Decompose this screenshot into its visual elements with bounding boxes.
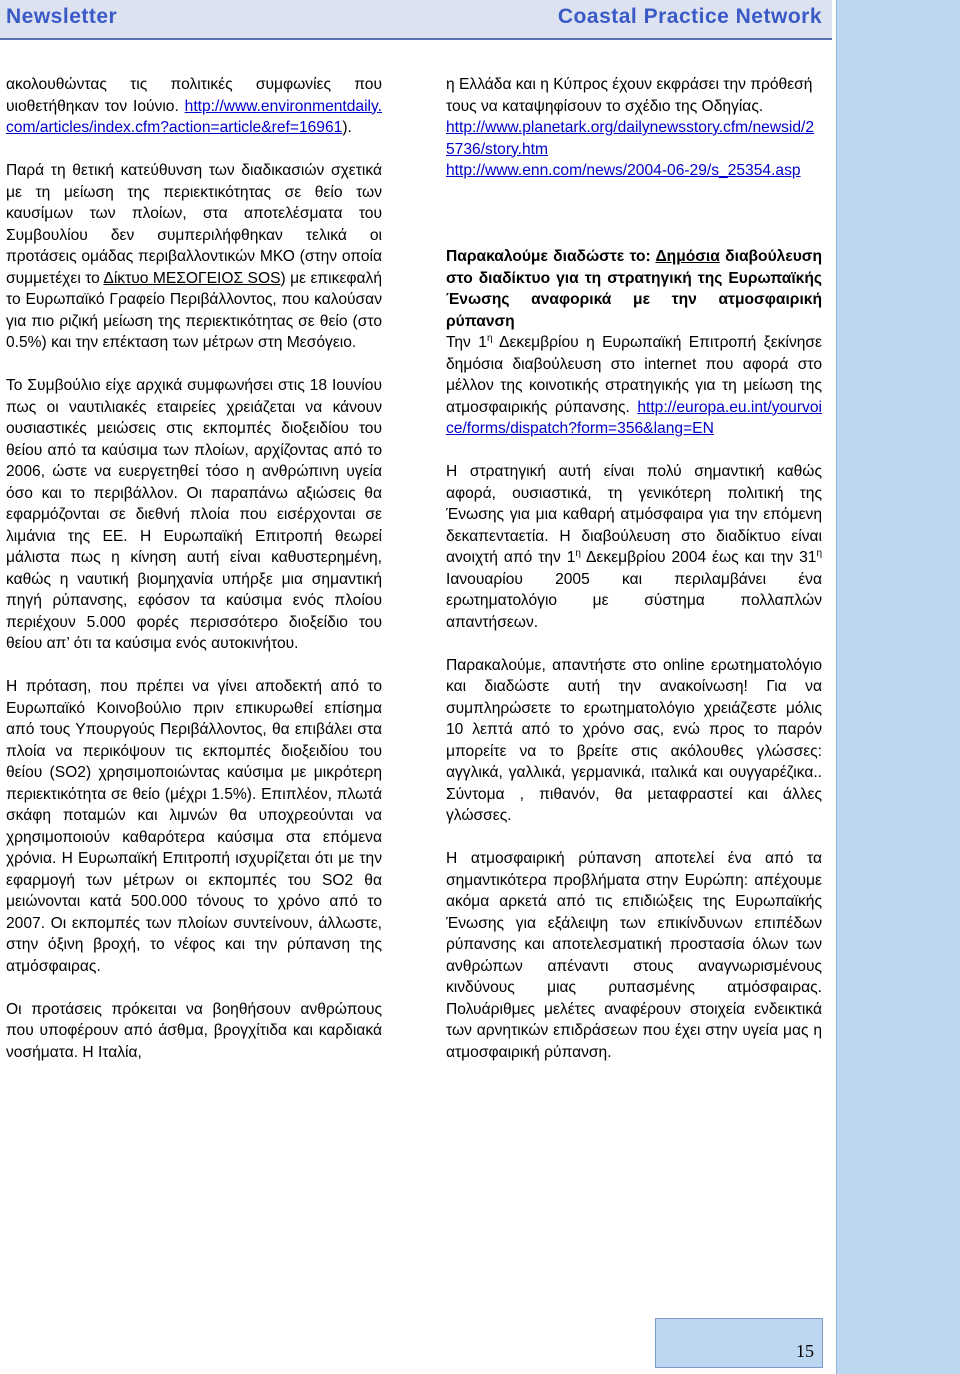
right-paragraph-1: η Ελλάδα και η Κύπρος έχουν εκφράσει την πρόθεσή τους να καταψηφίσουν το σχέδιο της Οδηγίας. http://www.planetark.org/dailynewsstory.cfm/newsid/25736/story.htm http://www.enn.com/news/2004-06-29/s_25354.asp — [446, 76, 815, 179]
consultation-section: Παρακαλούμε διαδώστε το: Δημόσια διαβούλευση στο διαδίκτυο για τη στρατηγική της Ευρωπαϊκής Ένωσης αναφορικά με την ατμοσφαιρική ρύπανση Την $1^\eta$ Δεκεμβρίου η Ευρωπαϊκή Επιτροπή ξεκίνησε δημόσια διαβούλευση στο internet που αφορά στο μέλλον της κοινοτικής στρατηγικής για τη μείωση της ατμοσφαιρικής ρύπανσης. http://europa.eu.int/yourvoice/forms/dispatch?form=356&lang=EN — [446, 248, 822, 437]
left-paragraph-4: Η πρόταση, που πρέπει να γίνει αποδεκτή από το Ευρωπαϊκό Κοινοβούλιο πριν επικυρωθεί επίσημα από τους Υπουργούς Περιβάλλοντος, θα επιβάλει στα πλοία να περικόψουν τις εκπομπές διοξειδίου του θείου (SO2) χρησιμοποιώντας καύσιμα με μικρότερη περιεκτικότητα σε θείο (μέχρι 1.5%). Επιπλέον, πλωτά σκάφη ποταμών και λιμνών θα υποχρεούνται να χρησιμοποιούν καθαρότερα καύσιμα στα επόμενα χρόνια. Η Ευρωπαϊκή Επιτροπή ισχυρίζεται ότι με την εφαρμογή των μέτρων οι εκπομπές του SO2 θα μειώνονται κατά 500.000 τόνους το χρόνο από το 2007. Οι εκπομπές των πλοίων συντείνουν, άλλωστε, στην όξινη βροχή, το νέφος και την ρύπανση της ατμόσφαιρας. — [6, 678, 382, 975]
left-paragraph-3: Το Συμβούλιο είχε αρχικά συμφωνήσει στις 18 Ιουνίου πως οι ναυτιλιακές εταιρείες χρειάζεται να κάνουν ουσιαστικές μειώσεις στις εκπομπές διοξειδίου του θείου από τα καύσιμα των πλοίων, αρχίζοντας από το 2006, ώστε να ευεργετηθεί τόσο η ανθρώπινη υγεία όσο και το περιβάλλον. Οι παραπάνω αξιώσεις θα εφαρμόζονται σε διεθνή πλοία που εισέρχονται σε λιμάνια της ΕΕ. Η Ευρωπαϊκή Επιτροπή θεωρεί μάλιστα πως η κίνηση αυτή είναι καθυστερημένη, καθώς η ναυτική βιομηχανία υπήρξε μια σημαντική πηγή ρύπανσης, εφόσον τα καύσιμα ενός πλοίου περιέχουν 5.000 φορές περισσότερο διοξείδιο του θείου απ’ ότι τα καύσιμα ενός αυτοκινήτου. — [6, 377, 382, 652]
page-number: 15 — [796, 1341, 814, 1361]
enn-link[interactable]: http://www.enn.com/news/2004-06-29/s_25354.asp — [446, 162, 801, 179]
mesogeios-sos-link[interactable]: Δίκτυο ΜΕΣΟΓΕΙΟΣ SOS — [103, 269, 281, 287]
page-number-box — [655, 1318, 823, 1368]
left-paragraph-2: Παρά τη θετική κατεύθυνση των διαδικασιών σχετικά με τη μείωση της περιεκτικότητας σε θείο των καυσίμων των πλοίων, στα αποτελέσματα του Συμβουλίου δεν συμπεριλήφθηκαν τελικά οι προτάσεις ομάδας περιβαλλοντικών ΜΚΟ (στην οποία συμμετέχει το Δίκτυο ΜΕΣΟΓΕΙΟΣ SOS) με επικεφαλή το Ευρωπαϊκό Γραφείο Περιβάλλοντος, που καλούσαν για πιο ριζική μείωση της περιεκτικότητας σε θείο (στο 0.5%) και την επέκταση των μέτρων στη Μεσόγειο. — [6, 162, 382, 351]
page-header — [0, 0, 832, 40]
left-paragraph-5: Οι προτάσεις πρόκειται να βοηθήσουν ανθρώπους που υποφέρουν από άσθμα, βρογχίτιδα και καρδιακά νοσήματα. Η Ιταλία, — [6, 1000, 382, 1061]
right-paragraph-5: Η ατμοσφαιρική ρύπανση αποτελεί ένα από τα σημαντικότερα προβλήματα στην Ευρώπη: απέχουμε ακόμα αρκετά από τις επιδιώξεις της Ευρωπαϊκής Ένωσης για εξάλειψη των επικίνδυνων επιπέδων ρύπανσης και αποτελεσματική προστασία όλων των ανθρώπων απέναντι στους αναγνωρισμένους κινδύνους μιας ρυπασμένης ατμόσφαιρας. Πολυάριθμες μελέτες αναφέρουν στοιχεία ενδεικτικά των αρνητικών επιδράσεων που έχει στην υγεία μας η ατμοσφαιρική ρύπανση. — [446, 850, 822, 1061]
planetark-link[interactable]: http://www.planetark.org/dailynewsstory.cfm/newsid/25736/story.htm — [446, 119, 815, 158]
right-column — [446, 74, 822, 1063]
consultation-heading: Παρακαλούμε διαδώστε το: Δημόσια διαβούλευση στο διαδίκτυο για τη στρατηγική της Ευρωπαϊκής Ένωσης αναφορικά με την ατμοσφαιρική ρύπανση — [446, 248, 822, 330]
network-title: Coastal Practice Network — [557, 5, 822, 28]
left-column — [6, 74, 382, 1063]
right-paragraph-4: Παρακαλούμε, απαντήστε στο online ερωτηματολόγιο και διαδώστε αυτή την ανακοίνωση! Για να συμπληρώσετε το ερωτηματολόγιο χρειάζεστε μόλις 10 λεπτά από το χρόνο σας, ενώ προς το παρόν μπορείτε να το βρείτε στις ακόλουθες γλώσσες: αγγλικά, γαλλικά, γερμανικά, ιταλικά και ουγγαρέζικα.. Σύντομα , πιθανόν, θα μεταφραστεί και άλλες γλώσσες. — [446, 656, 822, 824]
europa-consultation-link[interactable]: http://europa.eu.int/yourvoice/forms/dispatch?form=356&lang=EN — [446, 398, 822, 437]
decorative-sidebar — [836, 0, 960, 1374]
newsletter-title: Newsletter — [6, 5, 118, 28]
environmentdaily-link[interactable]: http://www.environmentdaily.com/articles/index.cfm?action=article&ref=16961 — [6, 97, 382, 136]
left-paragraph-1: ακολουθώντας τις πολιτικές συμφωνίες που υιοθετήθηκαν τον Ιούνιο. http://www.environmentdaily.com/articles/index.cfm?action=article&ref=16961). — [6, 76, 382, 136]
right-paragraph-3: Η στρατηγική αυτή είναι πολύ σημαντική καθώς αφορά, ουσιαστικά, τη γενικότερη πολιτική της Ένωσης για μια καθαρή ατμόσφαιρα για την επόμενη δεκαπενταετία. Η διαβούλευση στο διαδίκτυο είναι ανοιχτή από την $1^\eta$ Δεκεμβρίου 2004 έως και την $31^\eta$ Ιανουαρίου 2005 και περιλαμβάνει ένα ερωτηματολόγιο με σύστημα πολλαπλών απαντήσεων. — [446, 463, 822, 631]
